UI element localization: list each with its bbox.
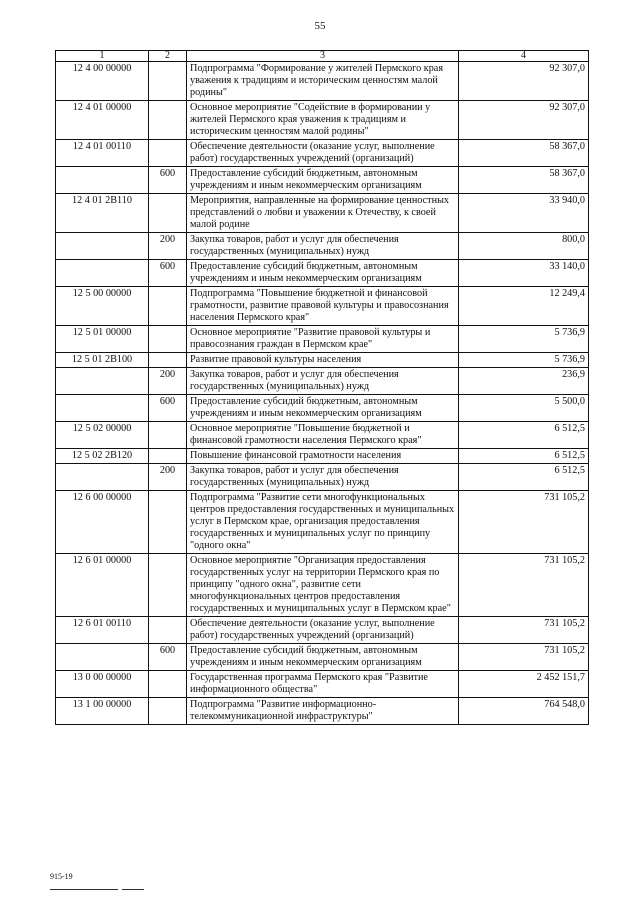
expense-type-cell: [149, 671, 187, 698]
expense-type-cell: [149, 326, 187, 353]
name-cell: Подпрограмма "Формирование у жителей Пермского края уважения к традициям и историческим ценностям малой родины": [187, 62, 459, 101]
table-row: [56, 698, 589, 725]
name-cell: Государственная программа Пермского края "Развитие информационного общества": [187, 671, 459, 698]
expense-type-cell: [149, 194, 187, 233]
expense-type-cell: [149, 554, 187, 617]
amount-cell: 5 736,9: [459, 353, 589, 368]
amount-cell: 92 307,0: [459, 101, 589, 140]
amount-cell: 731 105,2: [459, 554, 589, 617]
name-cell: Основное мероприятие "Организация предоставления государственных услуг на территории Пермского края по принципу "одного окна", развитие сети многофункциональных центров предоставления государственных и муниципальных услуг в Пермском крае": [187, 554, 459, 617]
expense-type-cell: [149, 449, 187, 464]
table-row: [56, 287, 589, 326]
expense-type-cell: 200: [149, 464, 187, 491]
name-cell: Обеспечение деятельности (оказание услуг, выполнение работ) государственных учреждений (организаций): [187, 617, 459, 644]
table-row: [56, 554, 589, 617]
name-cell: Предоставление субсидий бюджетным, автономным учреждениям и иным некоммерческим организациям: [187, 644, 459, 671]
code-cell: 12 5 01 00000: [56, 326, 149, 353]
table-row: [56, 353, 589, 368]
expense-type-cell: [149, 140, 187, 167]
name-cell: Закупка товаров, работ и услуг для обеспечения государственных (муниципальных) нужд: [187, 233, 459, 260]
table-row: [56, 449, 589, 464]
table-row: [56, 671, 589, 698]
code-cell: [56, 395, 149, 422]
table-row: [56, 140, 589, 167]
table-row: [56, 167, 589, 194]
name-cell: Подпрограмма "Повышение бюджетной и финансовой грамотности, развитие правовой культуры и правосознания населения Пермского края": [187, 287, 459, 326]
table-row: [56, 464, 589, 491]
name-cell: Подпрограмма "Развитие сети многофункциональных центров предоставления государственных и муниципальных услуг в Пермском крае, организация предоставления государственных и муниципальных услуг по принципу "одного окна": [187, 491, 459, 554]
amount-cell: 58 367,0: [459, 140, 589, 167]
table-header: [56, 51, 589, 62]
amount-cell: 5 736,9: [459, 326, 589, 353]
name-cell: Основное мероприятие "Содействие в формировании у жителей Пермского края уважения к традициям и историческим ценностям малой родины": [187, 101, 459, 140]
amount-cell: 5 500,0: [459, 395, 589, 422]
code-cell: [56, 644, 149, 671]
amount-cell: 6 512,5: [459, 449, 589, 464]
header-col-4: 4: [459, 51, 589, 62]
amount-cell: 33 140,0: [459, 260, 589, 287]
footer-document-code: 915-19: [50, 872, 73, 881]
footer-divider: [50, 889, 118, 890]
expense-type-cell: [149, 101, 187, 140]
expense-type-cell: 600: [149, 260, 187, 287]
name-cell: Подпрограмма "Развитие информационно-телекоммуникационной инфраструктуры": [187, 698, 459, 725]
code-cell: [56, 464, 149, 491]
code-cell: 12 6 01 00000: [56, 554, 149, 617]
amount-cell: 58 367,0: [459, 167, 589, 194]
name-cell: Основное мероприятие "Повышение бюджетной и финансовой грамотности населения Пермского края": [187, 422, 459, 449]
code-cell: 12 6 01 00110: [56, 617, 149, 644]
expense-type-cell: [149, 422, 187, 449]
page-number: 55: [314, 20, 326, 32]
expense-type-cell: 600: [149, 644, 187, 671]
name-cell: Основное мероприятие "Развитие правовой культуры и правосознания граждан в Пермском крае": [187, 326, 459, 353]
table-row: [56, 617, 589, 644]
amount-cell: 12 249,4: [459, 287, 589, 326]
table-row: [56, 194, 589, 233]
code-cell: 12 4 00 00000: [56, 62, 149, 101]
expense-type-cell: [149, 491, 187, 554]
name-cell: Предоставление субсидий бюджетным, автономным учреждениям и иным некоммерческим организациям: [187, 167, 459, 194]
name-cell: Развитие правовой культуры населения: [187, 353, 459, 368]
name-cell: Закупка товаров, работ и услуг для обеспечения государственных (муниципальных) нужд: [187, 368, 459, 395]
expense-type-cell: [149, 62, 187, 101]
table-row: [56, 326, 589, 353]
code-cell: [56, 260, 149, 287]
header-col-3: 3: [187, 51, 459, 62]
amount-cell: 92 307,0: [459, 62, 589, 101]
amount-cell: 6 512,5: [459, 464, 589, 491]
name-cell: Обеспечение деятельности (оказание услуг, выполнение работ) государственных учреждений (организаций): [187, 140, 459, 167]
expense-type-cell: [149, 617, 187, 644]
amount-cell: 764 548,0: [459, 698, 589, 725]
code-cell: 12 4 01 00000: [56, 101, 149, 140]
expense-type-cell: 600: [149, 167, 187, 194]
name-cell: Предоставление субсидий бюджетным, автономным учреждениям и иным некоммерческим организациям: [187, 395, 459, 422]
amount-cell: 2 452 151,7: [459, 671, 589, 698]
code-cell: [56, 167, 149, 194]
amount-cell: 731 105,2: [459, 491, 589, 554]
code-cell: 12 4 01 00110: [56, 140, 149, 167]
name-cell: Закупка товаров, работ и услуг для обеспечения государственных (муниципальных) нужд: [187, 464, 459, 491]
name-cell: Мероприятия, направленные на формирование ценностных представлений о любви и уважении к Отечеству, к своей малой родине: [187, 194, 459, 233]
table-row: [56, 644, 589, 671]
table-row: [56, 368, 589, 395]
expense-type-cell: 200: [149, 368, 187, 395]
table-body: [56, 62, 589, 725]
amount-cell: 800,0: [459, 233, 589, 260]
code-cell: 12 4 01 2В110: [56, 194, 149, 233]
table-row: [56, 491, 589, 554]
code-cell: 12 5 02 2В120: [56, 449, 149, 464]
table-row: [56, 62, 589, 101]
footer-divider-short: [122, 889, 144, 890]
name-cell: Предоставление субсидий бюджетным, автономным учреждениям и иным некоммерческим организациям: [187, 260, 459, 287]
expense-type-cell: [149, 698, 187, 725]
code-cell: 13 0 00 00000: [56, 671, 149, 698]
table-row: [56, 395, 589, 422]
budget-table: [55, 50, 589, 725]
expense-type-cell: [149, 287, 187, 326]
expense-type-cell: 200: [149, 233, 187, 260]
code-cell: [56, 368, 149, 395]
code-cell: 13 1 00 00000: [56, 698, 149, 725]
amount-cell: 6 512,5: [459, 422, 589, 449]
table-row: [56, 260, 589, 287]
code-cell: 12 5 00 00000: [56, 287, 149, 326]
header-col-2: 2: [149, 51, 187, 62]
expense-type-cell: 600: [149, 395, 187, 422]
table-row: [56, 422, 589, 449]
code-cell: 12 5 02 00000: [56, 422, 149, 449]
amount-cell: 33 940,0: [459, 194, 589, 233]
code-cell: 12 5 01 2В100: [56, 353, 149, 368]
code-cell: [56, 233, 149, 260]
amount-cell: 236,9: [459, 368, 589, 395]
expense-type-cell: [149, 353, 187, 368]
name-cell: Повышение финансовой грамотности населения: [187, 449, 459, 464]
header-col-1: 1: [56, 51, 149, 62]
amount-cell: 731 105,2: [459, 617, 589, 644]
table-row: [56, 101, 589, 140]
code-cell: 12 6 00 00000: [56, 491, 149, 554]
table-row: [56, 233, 589, 260]
amount-cell: 731 105,2: [459, 644, 589, 671]
